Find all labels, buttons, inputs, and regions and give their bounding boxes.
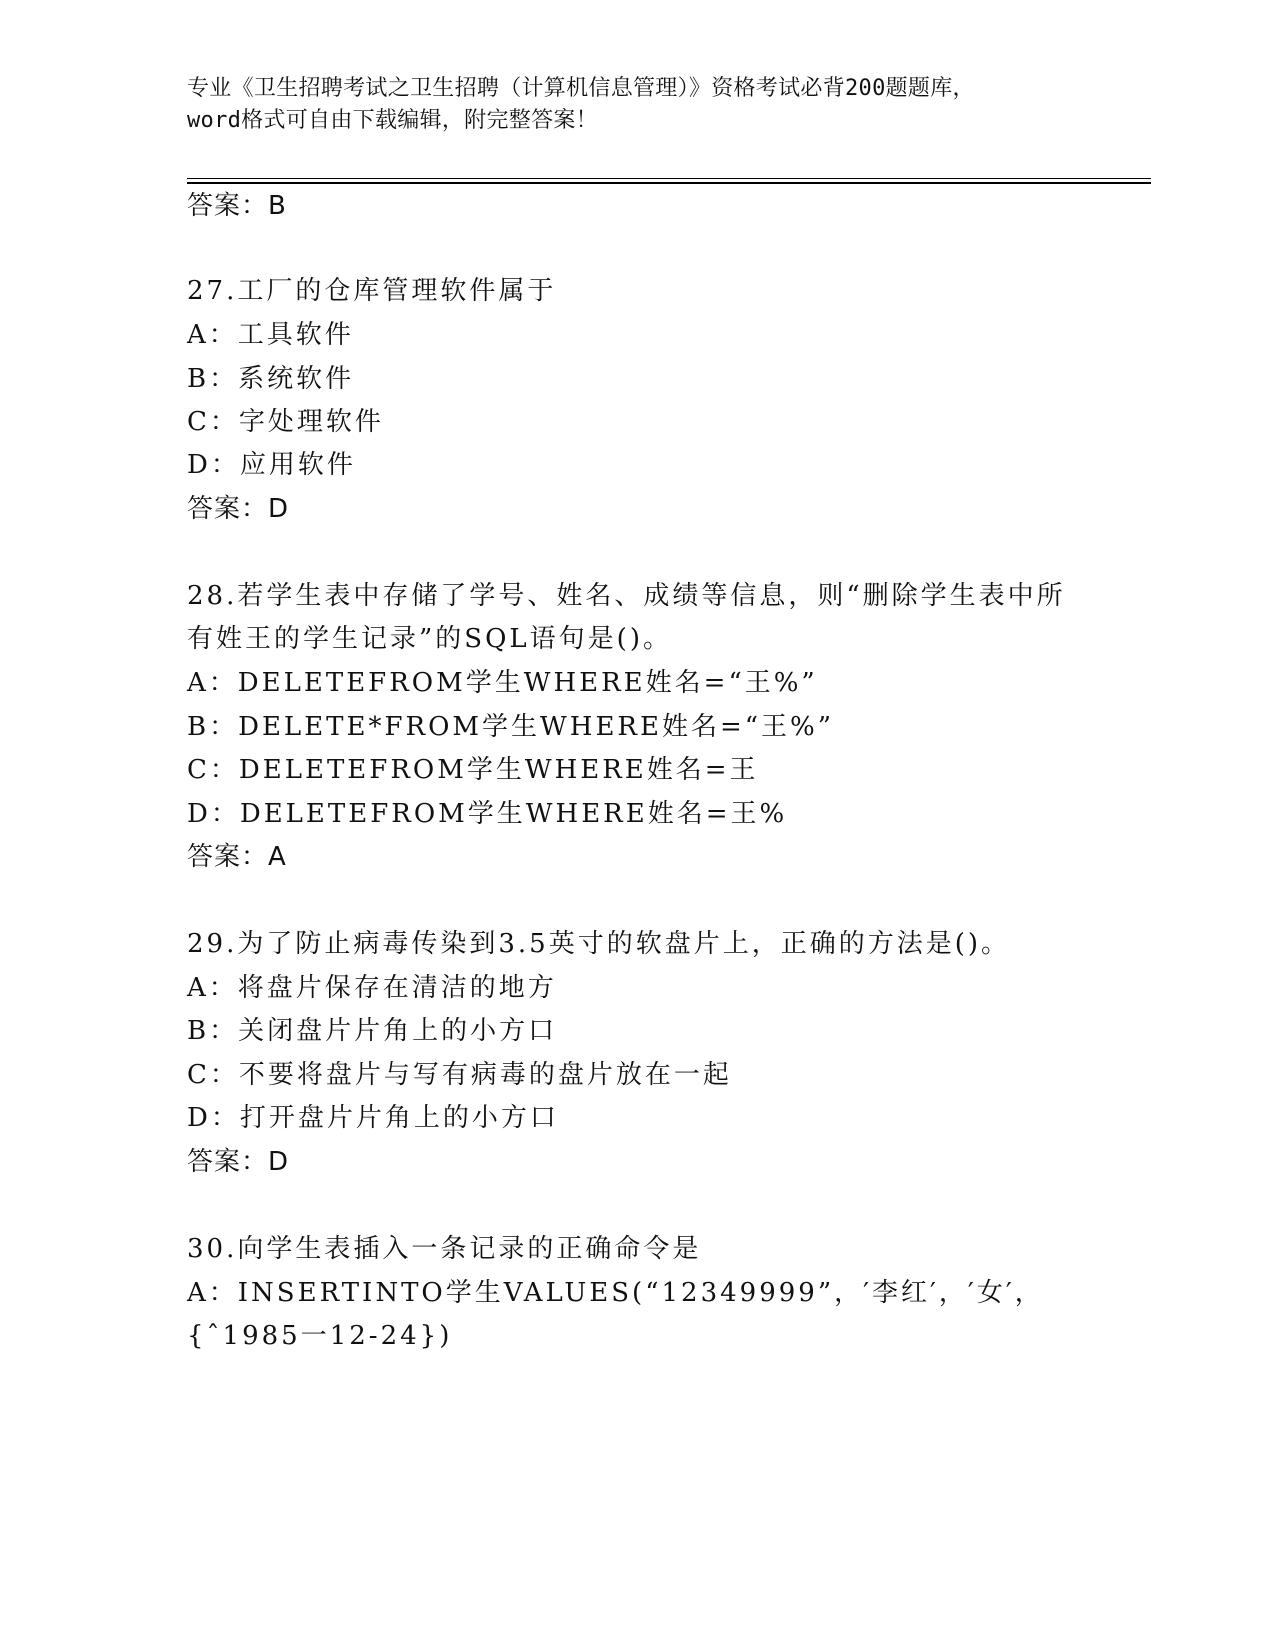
header-divider-thin [187, 178, 1151, 179]
question-29-stem: 29.为了防止病毒传染到3.5英寸的软盘片上，正确的方法是()。 [187, 929, 1010, 959]
question-28-stem-line-2: 有姓王的学生记录”的SQL语句是()。 [187, 624, 672, 654]
question-27-stem: 27.工厂的仓库管理软件属于 [187, 276, 557, 306]
question-29-option-b: B：关闭盘片片角上的小方口 [187, 1016, 558, 1046]
header-divider-thick [187, 182, 1151, 184]
header-line-2: word格式可自由下载编辑，附完整答案！ [187, 108, 598, 133]
question-29-option-d: D：打开盘片片角上的小方口 [187, 1103, 559, 1133]
question-29-answer: 答案：D [187, 1147, 290, 1177]
question-27-option-a: A：工具软件 [187, 320, 354, 350]
question-27-option-d: D：应用软件 [187, 450, 356, 480]
document-header [187, 73, 1077, 137]
header-line-1: 专业《卫生招聘考试之卫生招聘（计算机信息管理）》资格考试必背200题题库， [187, 76, 975, 101]
question-27-answer: 答案：D [187, 494, 290, 524]
question-29-option-a: A：将盘片保存在清洁的地方 [187, 973, 557, 1003]
question-28-option-d: D：DELETEFROM学生WHERE姓名=王% [187, 799, 788, 829]
question-30-option-a: A：INSERTINTO学生VALUES(“12349999”，′李红′，′女′， [187, 1278, 1044, 1308]
question-30-stem: 30.向学生表插入一条记录的正确命令是 [187, 1234, 702, 1264]
question-28-stem-line-1: 28.若学生表中存储了学号、姓名、成绩等信息，则“删除学生表中所 [187, 581, 1066, 611]
question-27-option-b: B：系统软件 [187, 364, 355, 394]
question-28-option-b: B：DELETE*FROM学生WHERE姓名=“王%” [187, 712, 835, 742]
previous-answer: 答案：B [187, 191, 287, 221]
question-28-answer: 答案：A [187, 842, 287, 872]
question-27-option-c: C：字处理软件 [187, 407, 384, 437]
question-29-option-c: C：不要将盘片与写有病毒的盘片放在一起 [187, 1060, 732, 1090]
question-28-option-a: A：DELETEFROM学生WHERE姓名=“王%” [187, 668, 818, 698]
question-28-option-c: C：DELETEFROM学生WHERE姓名=王 [187, 755, 759, 785]
question-30-option-a-continued: {ˆ1985一12-24}) [187, 1321, 453, 1351]
